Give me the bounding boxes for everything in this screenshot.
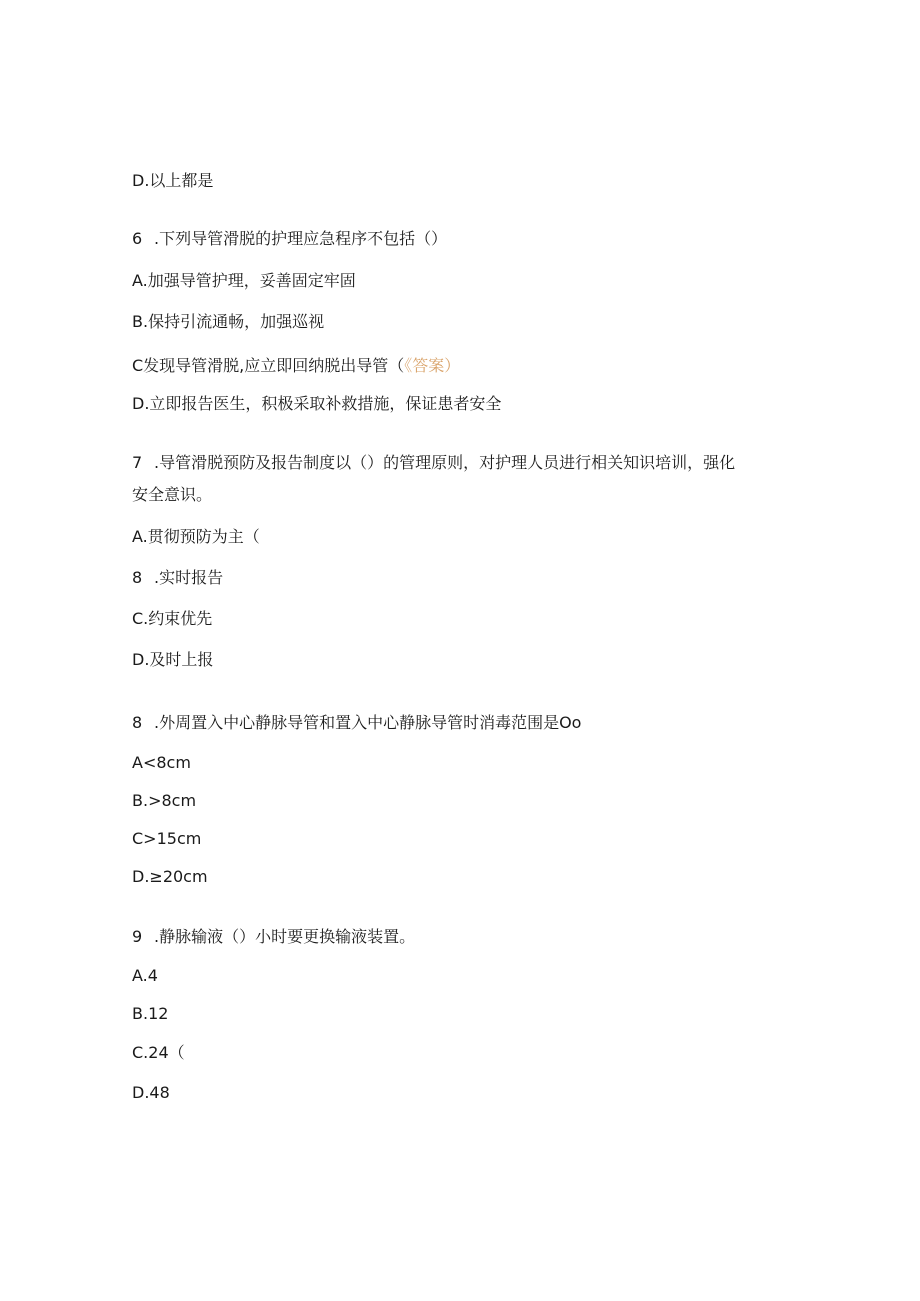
option-q7-d: D.及时上报 (132, 650, 214, 669)
option-q9-c: C.24（ (132, 1043, 185, 1062)
answer-mark: 《答案） (404, 356, 461, 375)
option-q9-a: A.4 (132, 966, 158, 985)
question-text: .外周置入中心静脉导管和置入中心静脉导管时消毒范围是Oo (154, 713, 582, 732)
question-7-continued: 安全意识。 (132, 485, 213, 504)
option-q9-d: D.48 (132, 1083, 170, 1102)
option-label: 8 (132, 568, 143, 587)
option-text: C发现导管滑脱,应立即回纳脱出导管（ (132, 356, 405, 375)
question-number: 7 (132, 453, 143, 472)
option-q6-d: D.立即报告医生，积极采取补救措施，保证患者安全 (132, 394, 502, 413)
question-text: .导管滑脱预防及报告制度以（）的管理原则，对护理人员进行相关知识培训，强化 (154, 453, 736, 472)
question-text: .下列导管滑脱的护理应急程序不包括（） (154, 229, 448, 248)
question-number: 8 (132, 713, 143, 732)
question-7 (132, 452, 735, 474)
question-number: 6 (132, 229, 143, 248)
option-q6-a: A.加强导管护理，妥善固定牢固 (132, 271, 356, 290)
option-q8-c: C>15cm (132, 829, 202, 848)
option-q7-a: A.贯彻预防为主（ (132, 527, 260, 546)
option-q7-c: C.约束优先 (132, 609, 213, 628)
question-number: 9 (132, 927, 143, 946)
option-q8-b: B.>8cm (132, 791, 197, 810)
option-text: .实时报告 (154, 568, 224, 587)
question-6 (132, 228, 447, 250)
option-q9-b: B.12 (132, 1004, 169, 1023)
option-q6-b: B.保持引流通畅，加强巡视 (132, 312, 325, 331)
option-q6-c (132, 355, 460, 377)
option-q5-d: D.以上都是 (132, 171, 214, 190)
option-q8-a: A<8cm (132, 753, 191, 772)
option-q8-d: D.≥20cm (132, 867, 208, 886)
question-9 (132, 926, 415, 948)
question-8 (132, 712, 581, 734)
option-q7-b (132, 567, 223, 589)
question-text: .静脉输液（）小时要更换输液装置。 (154, 927, 416, 946)
